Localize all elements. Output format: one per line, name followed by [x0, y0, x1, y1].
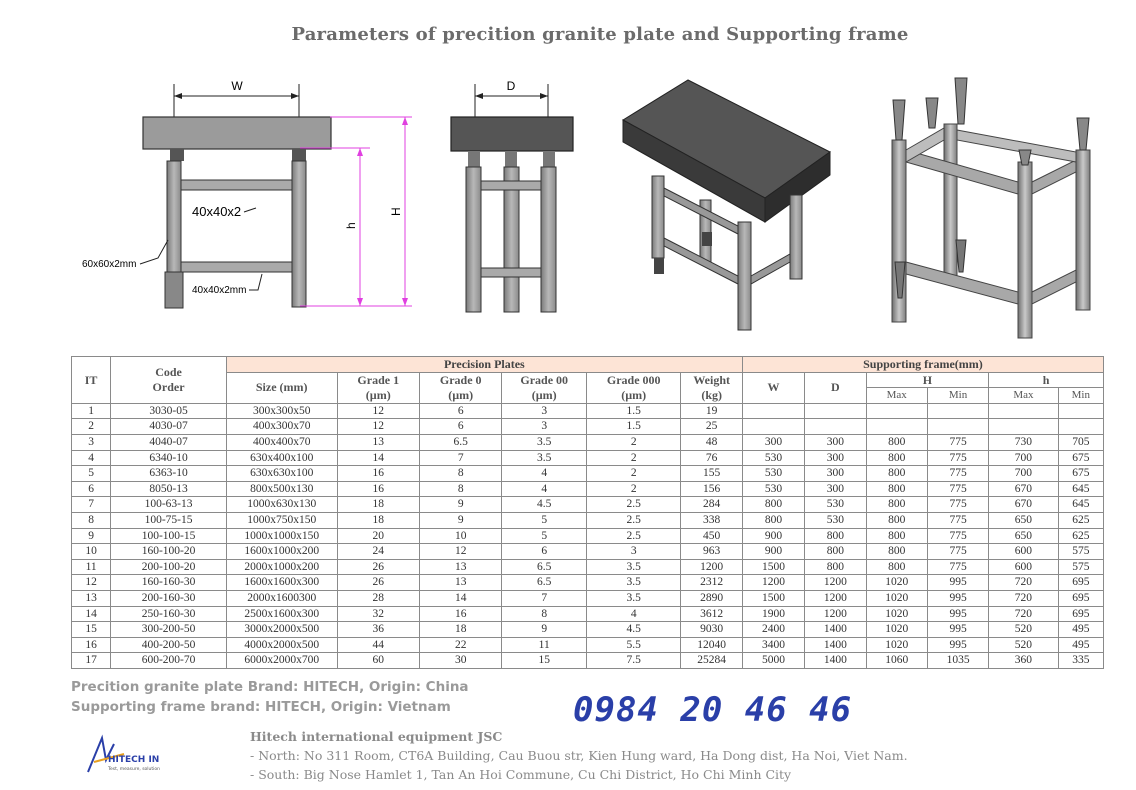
table-cell: 17 [72, 653, 111, 669]
table-cell: 530 [805, 512, 866, 528]
table-cell: 963 [681, 544, 742, 560]
table-cell: 670 [989, 497, 1058, 513]
table-cell: 695 [1058, 575, 1103, 591]
header-grade-00: Grade 00 (µm) [502, 372, 586, 403]
dim-h-label: h [344, 222, 358, 229]
table-cell: 775 [927, 466, 988, 482]
table-cell [866, 419, 927, 435]
header-grade-1: Grade 1 (µm) [337, 372, 419, 403]
table-cell: 3612 [681, 606, 742, 622]
table-cell: 2 [586, 481, 681, 497]
table-cell: 9 [72, 528, 111, 544]
table-cell: 1020 [866, 590, 927, 606]
table-cell: 4030-07 [111, 419, 227, 435]
table-cell: 4.5 [586, 622, 681, 638]
table-cell: 575 [1058, 544, 1103, 560]
table-cell: 1500 [742, 559, 804, 575]
table-cell: 5 [72, 466, 111, 482]
table-cell: 720 [989, 590, 1058, 606]
table-cell: 16 [337, 481, 419, 497]
table-cell: 10 [72, 544, 111, 560]
phone-number[interactable]: 0984 20 46 46 [573, 690, 853, 730]
table-cell: 675 [1058, 466, 1103, 482]
table-cell: 19 [681, 403, 742, 419]
table-cell: 160-100-20 [111, 544, 227, 560]
table-cell: 530 [805, 497, 866, 513]
table-cell: 1400 [805, 622, 866, 638]
table-cell [989, 403, 1058, 419]
table-row [72, 450, 1104, 466]
table-cell: 12 [419, 544, 501, 560]
table-cell: 4.5 [502, 497, 586, 513]
tube-label-3: 40x40x2mm [192, 285, 247, 296]
table-cell: 600 [989, 559, 1058, 575]
table-cell: 800 [805, 559, 866, 575]
table-cell: 520 [989, 622, 1058, 638]
header-H-min: Min [927, 388, 988, 404]
table-cell: 13 [337, 434, 419, 450]
table-cell: 2890 [681, 590, 742, 606]
table-cell: 13 [419, 559, 501, 575]
table-cell: 8 [72, 512, 111, 528]
table-cell: 8 [419, 481, 501, 497]
table-cell: 675 [1058, 450, 1103, 466]
table-cell: 6 [419, 403, 501, 419]
tube-label-2: 60x60x2mm [82, 259, 137, 270]
table-cell: 1600x1000x200 [226, 544, 337, 560]
table-cell: 2 [586, 466, 681, 482]
table-cell: 1020 [866, 622, 927, 638]
dim-d-label: D [506, 79, 516, 93]
table-cell: 9 [502, 622, 586, 638]
table-cell: 4 [72, 450, 111, 466]
table-cell: 775 [927, 497, 988, 513]
table-cell: 2000x1600300 [226, 590, 337, 606]
table-cell: 495 [1058, 622, 1103, 638]
table-row [72, 606, 1104, 622]
dim-w-label: W [231, 79, 243, 93]
header-precision-plates: Precision Plates [226, 357, 742, 373]
table-cell: 3.5 [586, 559, 681, 575]
table-cell: 156 [681, 481, 742, 497]
table-row [72, 403, 1104, 419]
table-cell: 2312 [681, 575, 742, 591]
table-cell: 575 [1058, 559, 1103, 575]
table-cell: 284 [681, 497, 742, 513]
table-cell: 300 [742, 434, 804, 450]
table-cell: 6 [502, 544, 586, 560]
table-cell: 1000x750x150 [226, 512, 337, 528]
table-cell: 1400 [805, 653, 866, 669]
header-H-max: Max [866, 388, 927, 404]
table-cell: 5.5 [586, 637, 681, 653]
table-cell [1058, 403, 1103, 419]
table-cell: 4 [502, 481, 586, 497]
table-cell: 14 [72, 606, 111, 622]
table-cell: 800 [866, 434, 927, 450]
table-cell: 3.5 [586, 590, 681, 606]
table-cell: 9030 [681, 622, 742, 638]
table-cell: 6.5 [502, 559, 586, 575]
table-cell: 335 [1058, 653, 1103, 669]
table-cell: 60 [337, 653, 419, 669]
table-cell [805, 403, 866, 419]
iso-plate-render [623, 80, 830, 330]
spec-table-body [72, 403, 1104, 668]
header-grade-0: Grade 0 (µm) [419, 372, 501, 403]
table-cell: 630x630x100 [226, 466, 337, 482]
table-cell [989, 419, 1058, 435]
table-cell: 700 [989, 450, 1058, 466]
table-cell: 3000x2000x500 [226, 622, 337, 638]
dim-H-label: H [389, 207, 403, 216]
header-grade-000: Grade 000 (µm) [586, 372, 681, 403]
table-cell: 800 [866, 512, 927, 528]
table-cell: 300x300x50 [226, 403, 337, 419]
table-row [72, 466, 1104, 482]
table-cell: 360 [989, 653, 1058, 669]
table-cell: 670 [989, 481, 1058, 497]
table-cell: 44 [337, 637, 419, 653]
table-cell: 1200 [805, 606, 866, 622]
table-cell: 12 [337, 403, 419, 419]
table-cell: 48 [681, 434, 742, 450]
table-cell [742, 419, 804, 435]
table-cell: 13 [72, 590, 111, 606]
table-cell: 155 [681, 466, 742, 482]
table-cell: 11 [502, 637, 586, 653]
table-cell: 720 [989, 575, 1058, 591]
table-cell: 800 [866, 559, 927, 575]
table-cell: 695 [1058, 606, 1103, 622]
table-cell: 100-100-15 [111, 528, 227, 544]
table-cell: 4040-07 [111, 434, 227, 450]
table-cell: 800 [742, 497, 804, 513]
table-cell: 5 [502, 528, 586, 544]
table-cell: 775 [927, 481, 988, 497]
table-cell: 645 [1058, 481, 1103, 497]
table-cell: 1200 [681, 559, 742, 575]
table-cell: 800 [866, 466, 927, 482]
table-cell: 8 [419, 466, 501, 482]
table-cell: 2500x1600x300 [226, 606, 337, 622]
table-cell: 16 [337, 466, 419, 482]
table-cell: 995 [927, 637, 988, 653]
table-cell: 26 [337, 575, 419, 591]
table-cell: 705 [1058, 434, 1103, 450]
table-cell: 2400 [742, 622, 804, 638]
table-cell: 400x300x70 [226, 419, 337, 435]
table-cell: 300 [805, 466, 866, 482]
table-cell: 1200 [742, 575, 804, 591]
table-cell: 800 [805, 544, 866, 560]
table-cell: 2000x1000x200 [226, 559, 337, 575]
table-cell: 6.5 [502, 575, 586, 591]
table-cell: 995 [927, 590, 988, 606]
table-cell: 600 [989, 544, 1058, 560]
table-cell: 775 [927, 434, 988, 450]
table-cell: 300 [805, 450, 866, 466]
table-row [72, 637, 1104, 653]
table-cell: 1035 [927, 653, 988, 669]
table-cell: 800 [866, 544, 927, 560]
table-cell: 15 [502, 653, 586, 669]
table-cell: 20 [337, 528, 419, 544]
table-cell: 645 [1058, 497, 1103, 513]
table-row [72, 419, 1104, 435]
table-cell: 30 [419, 653, 501, 669]
table-cell: 695 [1058, 590, 1103, 606]
table-cell [742, 403, 804, 419]
table-cell: 6000x2000x700 [226, 653, 337, 669]
table-cell: 775 [927, 544, 988, 560]
table-cell: 3030-05 [111, 403, 227, 419]
table-cell: 2 [72, 419, 111, 435]
table-cell: 3400 [742, 637, 804, 653]
table-cell: 3 [502, 403, 586, 419]
table-cell: 9 [419, 497, 501, 513]
table-cell [866, 403, 927, 419]
table-cell: 1020 [866, 637, 927, 653]
table-cell: 995 [927, 575, 988, 591]
company-logo [80, 732, 170, 786]
table-cell: 800 [742, 512, 804, 528]
brand-notes [71, 677, 469, 717]
table-cell: 2 [586, 450, 681, 466]
table-cell: 13 [419, 575, 501, 591]
company-name: Hitech international equipment JSC [250, 729, 503, 744]
table-cell: 300-200-50 [111, 622, 227, 638]
table-cell: 1900 [742, 606, 804, 622]
table-cell: 1200 [805, 575, 866, 591]
table-cell: 24 [337, 544, 419, 560]
table-cell: 18 [419, 622, 501, 638]
table-cell: 76 [681, 450, 742, 466]
table-row [72, 622, 1104, 638]
table-cell: 1500 [742, 590, 804, 606]
table-row [72, 434, 1104, 450]
logo-tagline: Test, measure, solution [108, 767, 161, 772]
table-cell: 3 [586, 544, 681, 560]
table-cell: 3.5 [586, 575, 681, 591]
table-cell: 650 [989, 528, 1058, 544]
table-cell: 6 [419, 419, 501, 435]
page-title: Parameters of precition granite plate and Supporting frame [291, 24, 909, 45]
table-cell: 775 [927, 559, 988, 575]
table-cell: 6340-10 [111, 450, 227, 466]
table-cell: 6363-10 [111, 466, 227, 482]
table-cell: 900 [742, 528, 804, 544]
table-cell: 100-63-13 [111, 497, 227, 513]
table-cell: 450 [681, 528, 742, 544]
table-cell: 3 [502, 419, 586, 435]
table-cell: 1060 [866, 653, 927, 669]
table-cell: 26 [337, 559, 419, 575]
table-cell: 200-100-20 [111, 559, 227, 575]
table-cell: 5 [502, 512, 586, 528]
table-cell: 1200 [805, 590, 866, 606]
iso-frame-render [892, 78, 1090, 338]
table-cell: 25284 [681, 653, 742, 669]
table-cell: 600-200-70 [111, 653, 227, 669]
table-cell: 1.5 [586, 419, 681, 435]
table-cell: 7 [502, 590, 586, 606]
table-cell: 1 [72, 403, 111, 419]
table-cell: 36 [337, 622, 419, 638]
table-cell: 530 [742, 466, 804, 482]
header-it: IT [72, 357, 111, 404]
table-cell [927, 403, 988, 419]
side-view [451, 79, 573, 312]
table-cell: 300 [805, 434, 866, 450]
table-cell: 3.5 [502, 450, 586, 466]
table-cell: 11 [72, 559, 111, 575]
frame-diagrams [0, 0, 1136, 350]
table-cell: 22 [419, 637, 501, 653]
table-cell: 1020 [866, 575, 927, 591]
table-cell: 300 [805, 481, 866, 497]
table-cell: 800 [866, 497, 927, 513]
table-cell [1058, 419, 1103, 435]
table-cell: 10 [419, 528, 501, 544]
table-cell: 1600x1600x300 [226, 575, 337, 591]
table-cell: 160-160-30 [111, 575, 227, 591]
table-cell: 6 [72, 481, 111, 497]
table-cell: 700 [989, 466, 1058, 482]
table-cell: 775 [927, 528, 988, 544]
table-cell: 3 [72, 434, 111, 450]
header-frame-h: h [989, 372, 1104, 388]
table-cell: 2 [586, 434, 681, 450]
table-cell: 900 [742, 544, 804, 560]
table-cell: 4 [586, 606, 681, 622]
header-frame-H: H [866, 372, 989, 388]
table-cell: 9 [419, 512, 501, 528]
tube-label-1: 40x40x2 [192, 204, 242, 219]
table-cell: 1000x1000x150 [226, 528, 337, 544]
table-row [72, 512, 1104, 528]
table-cell: 630x400x100 [226, 450, 337, 466]
table-cell: 1000x630x130 [226, 497, 337, 513]
table-cell: 100-75-15 [111, 512, 227, 528]
table-cell: 6.5 [419, 434, 501, 450]
table-cell: 12 [72, 575, 111, 591]
table-cell [805, 419, 866, 435]
table-cell: 775 [927, 512, 988, 528]
table-cell: 4000x2000x500 [226, 637, 337, 653]
table-cell: 12 [337, 419, 419, 435]
table-row [72, 497, 1104, 513]
table-cell: 520 [989, 637, 1058, 653]
table-cell: 7 [72, 497, 111, 513]
table-cell: 800 [866, 481, 927, 497]
address-south: - South: Big Nose Hamlet 1, Tan An Hoi Commune, Cu Chi District, Ho Chi Minh City [250, 767, 792, 782]
table-cell: 775 [927, 450, 988, 466]
table-cell: 250-160-30 [111, 606, 227, 622]
table-cell: 7 [419, 450, 501, 466]
header-size: Size (mm) [226, 372, 337, 403]
table-cell: 5000 [742, 653, 804, 669]
table-cell: 530 [742, 481, 804, 497]
table-cell: 730 [989, 434, 1058, 450]
table-cell: 14 [419, 590, 501, 606]
table-cell: 800 [805, 528, 866, 544]
table-cell: 12040 [681, 637, 742, 653]
table-row [72, 544, 1104, 560]
table-cell: 800 [866, 450, 927, 466]
table-cell [927, 419, 988, 435]
table-cell: 3.5 [502, 434, 586, 450]
header-h-max: Max [989, 388, 1058, 404]
table-cell: 495 [1058, 637, 1103, 653]
table-cell: 28 [337, 590, 419, 606]
front-view [82, 79, 412, 308]
table-cell: 625 [1058, 512, 1103, 528]
table-cell: 650 [989, 512, 1058, 528]
table-row [72, 575, 1104, 591]
header-code-order: Code Order [111, 357, 227, 404]
frame-brand-note: Supporting frame brand: HITECH, Origin: Vietnam [71, 699, 451, 715]
header-frame-w: W [742, 372, 804, 403]
table-cell: 800x500x130 [226, 481, 337, 497]
header-frame-d: D [805, 372, 866, 403]
table-cell: 8 [502, 606, 586, 622]
table-cell: 7.5 [586, 653, 681, 669]
table-cell: 15 [72, 622, 111, 638]
table-cell: 720 [989, 606, 1058, 622]
table-cell: 18 [337, 512, 419, 528]
table-cell: 1.5 [586, 403, 681, 419]
table-cell: 2.5 [586, 528, 681, 544]
table-cell: 1400 [805, 637, 866, 653]
table-cell: 2.5 [586, 512, 681, 528]
table-cell: 32 [337, 606, 419, 622]
table-row [72, 481, 1104, 497]
table-cell: 800 [866, 528, 927, 544]
logo-text: HITECH IN [108, 755, 160, 765]
table-cell: 530 [742, 450, 804, 466]
header-supporting-frame: Supporting frame(mm) [742, 357, 1103, 373]
table-cell: 400-200-50 [111, 637, 227, 653]
table-cell: 4 [502, 466, 586, 482]
table-cell: 18 [337, 497, 419, 513]
header-h-min: Min [1058, 388, 1103, 404]
table-cell: 25 [681, 419, 742, 435]
table-cell: 625 [1058, 528, 1103, 544]
table-row [72, 559, 1104, 575]
plate-brand-note: Precition granite plate Brand: HITECH, Origin: China [71, 679, 469, 695]
table-cell: 200-160-30 [111, 590, 227, 606]
table-cell: 8050-13 [111, 481, 227, 497]
table-cell: 995 [927, 622, 988, 638]
table-cell: 2.5 [586, 497, 681, 513]
company-info [250, 727, 908, 784]
table-row [72, 528, 1104, 544]
table-cell: 1020 [866, 606, 927, 622]
table-cell: 16 [72, 637, 111, 653]
address-north: - North: No 311 Room, CT6A Building, Cau Buou str, Kien Hung ward, Ha Dong dist, Ha Noi, Viet Nam. [250, 748, 908, 763]
table-cell: 400x400x70 [226, 434, 337, 450]
table-cell: 14 [337, 450, 419, 466]
table-cell: 16 [419, 606, 501, 622]
table-row [72, 590, 1104, 606]
table-cell: 338 [681, 512, 742, 528]
spec-table [71, 356, 1104, 669]
table-row [72, 653, 1104, 669]
header-weight: Weight (kg) [681, 372, 742, 403]
table-cell: 995 [927, 606, 988, 622]
